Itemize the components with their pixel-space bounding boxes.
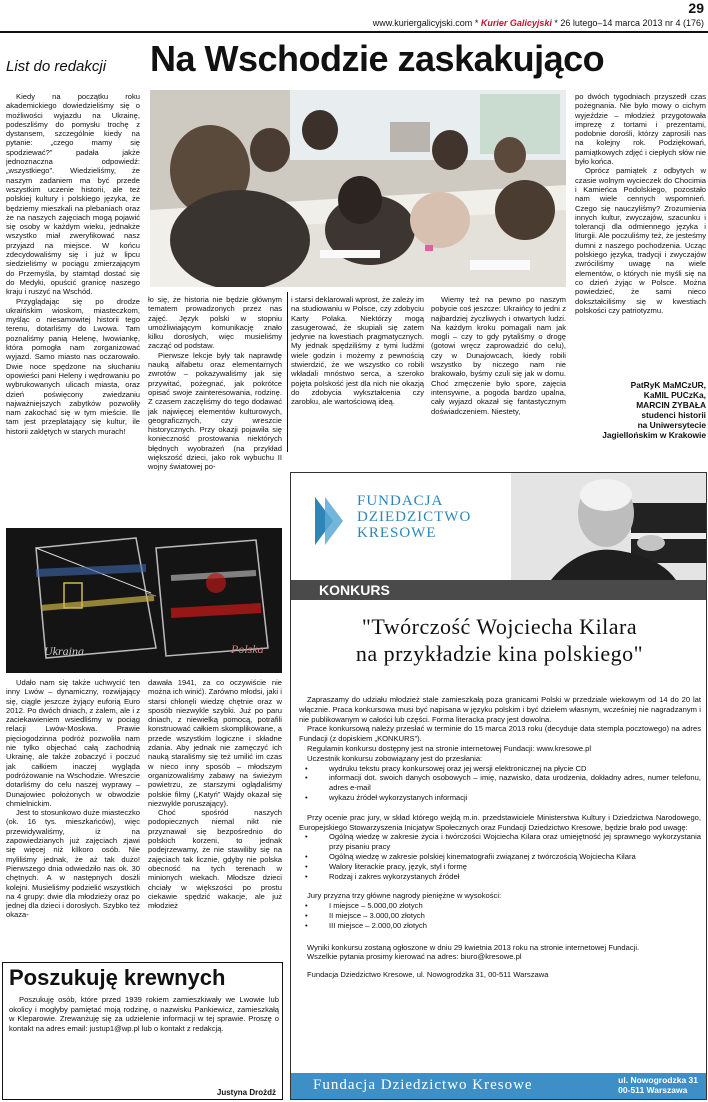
- ad-footer: [291, 1073, 707, 1099]
- paragraph: Przy ocenie prac jury, w skład którego wejdą m.in. przedstawiciele Ministerstwa Kultury i Dziedzictwa Narodowego, Europejskiego Stowarzyszenia Inicjatyw Społecznych oraz Fundacji Dziedzictwo Kresowe, będzie brało pod uwagę:: [299, 812, 701, 832]
- composer-photo: [511, 473, 707, 580]
- bullet-list: [299, 832, 701, 881]
- signature-line: Jagiellońskim w Krakowie: [602, 430, 706, 440]
- signature-line: studenci historii: [641, 410, 706, 420]
- issue-date: 26 lutego–14 marca 2013 nr 4 (176): [560, 18, 704, 28]
- paragraph: Przyglądając się po drodze ukraińskim wioskom, miasteczkom, myśląc o niesamowitej historii tego terenu, dotarliśmy do Lwowa. Tam poznaliśmy panią Helenę, lwowiankę, która pomogła nam zorganizować wyjazd. Samo miasto nas oczarowało. Dwie noce spędzone na słuchaniu opowieści pani Heleny i wędrowaniu po wybrukowanych ulicach miasta, oraz dzień poświęcony zwiedzaniu najważniejszych zabytków pozwoliły nam zakochać się w tym mieście. Ile tam jest przeplatający się kultur, ile historii zaklętych w starych murach!: [6, 296, 140, 436]
- paragraph: Uczestnik konkursu zobowiązany jest do przesłania:: [307, 753, 483, 763]
- list-item: • III miejsce – 2.000,00 złotych: [319, 921, 701, 931]
- notice-text: Poszukuję osób, które przed 1939 rokiem zamieszkiwały we Lwowie lub okolicy i mogłyby pamiętać moją rodzinę, o nazwisku Pankiewicz, zamieszkałą w Kleparowie. Zrewanżuję się za udzielenie informacji w tej sprawie. Proszę o kontakt na adres email: justup1@wp.pl lub o kontakt z redakcją.: [9, 995, 279, 1033]
- column-rule: [287, 292, 288, 452]
- paragraph: Wiemy też na pewno po naszym pobycie coś jeszcze: Ukraińcy to jedni z najbardziej życzliwych i otwartych ludzi. Na każdym kroku pomagali nam jak mogli – czy to gdy pytaliśmy o drogę (gotowi wręcz zaprowadzić do celu), czy w Dunajowcach, kiedy robili wszystko by niczego nam nie brakowało, byśmy czuli się jak w domu. Choć zmęczenie było spore, zajęcia intensywne, a pogoda bardzo upalna, cały wyjazd okazał się fantastycznym doświadczeniem. Niestety,: [431, 295, 566, 416]
- list-item: • Ogólną wiedzę w zakresie życia i twórczości Wojciecha Kilara oraz umiejętność jej sprawnego wykorzystania przy pisaniu pracy: [319, 832, 701, 852]
- footer-address-line: 00-511 Warszawa: [618, 1085, 688, 1095]
- contest-title: [291, 613, 707, 667]
- paragraph: Wyniki konkursu zostaną ogłoszone w dniu 29 kwietnia 2013 roku na stronie internetowej Fundacji.: [307, 942, 640, 952]
- bullet-list: [299, 764, 701, 803]
- footer-address: [618, 1075, 698, 1095]
- contest-advertisement: [290, 472, 707, 1100]
- list-item: • Ogólną wiedzę w zakresie polskiej kinematografii związanej z twórczością Wojciecha Kilara: [319, 852, 701, 862]
- paragraph: Kiedy na początku roku akademickiego dowiedzieliśmy się o możliwości wyjazdu na Ukrainę, podeszliśmy do pomysłu trochę z dystansem, szczególnie kiedy na pytanie: „czego mamy się spodziewać?” padała jakże jednoznaczna odpowiedź: „wszystkiego”. Wiedzieliśmy, że naszym zadaniem ma być przede wszystkim uczenie historii, ale też polskiej kultury i polskiego języka, że będziemy mieszkali na plebaniach oraz że na naszych zajęciach mogą pojawić się osoby w każdym wieku, jednakże wszystko miał zweryfikować nasz przyjazd na miejsce. W końcu zdecydowaliśmy się i już w lipcu siedzieliśmy w pociągu zmierzającym do Przemyśla, by stamtąd dostać się do Medyki, opuścić granicę naszego kraju i ruszyć na Wschód.: [6, 92, 140, 297]
- notice-signature: Justyna Drożdż: [216, 1088, 276, 1097]
- paper-name: Kurier Galicyjski: [480, 18, 552, 28]
- page-number: 29: [688, 0, 704, 16]
- paragraph: Jest to stosunkowo duże miasteczko (ok. 16 tys. mieszkańców), więc przewidywaliśmy, iż na zapowiedzianych już zajęciach zjawi się więcej niż kilkoro osób. Nie myliliśmy jednak, że aż tak dużo! Pierwszego dnia odwiedziło nas ok. 30 chętnych. A w następnych dosżli kolejni. Musieliśmy podzielić wszystkich na 4 grupy: dwie dla młodzieży oraz po jednej dla dzieci i dorosłych. Szybko też okaza-: [6, 808, 140, 920]
- paragraph: Zapraszamy do udziału młodzież stale zamieszkałą poza granicami Polski w przedziale wiekowym od 14 do 20 lat włącznie. Praca konkursowa musi być napisana w języku polskim i być dziełem własnym, wcześniej nie nagradzanym i nie publikowanym w całości lub części. Forma literacka pracy jest dowolna.: [299, 695, 701, 724]
- paragraph: Choć spośród naszych podopiecznych niemal nikt nie przyznawał się bezpośrednio do polskich korzeni, to jednak podejrzewamy, że nie stawiliby się na zajęciach tak licznie, gdyby nie polska obecność na tych terenach w minionych wiekach. Młodsze dzieci chciały w większości po prostu ciekawie spędzić wakacje, ale już młodzież: [148, 808, 282, 911]
- signature-line: KaMIL PUCzKa,: [643, 390, 706, 400]
- contest-strip: [291, 580, 707, 600]
- footer-foundation-name: Fundacja Dziedzictwo Kresowe: [313, 1077, 533, 1093]
- list-item: • Walory literackie pracy, język, styl i formę: [319, 862, 701, 872]
- drawing-label-left: Ukraina: [44, 644, 84, 658]
- paragraph: Regulamin konkursu dostępny jest na stronie internetowej Fundacji: www.kresowe.pl: [307, 743, 592, 753]
- contact-email[interactable]: Wszelkie pytania prosimy kierować na adres: biuro@kresowe.pl: [307, 952, 522, 962]
- notice-title: Poszukuję krewnych: [9, 965, 226, 990]
- bullet-list: [299, 901, 701, 930]
- paragraph: Fundacja Dziedzictwo Kresowe, ul. Nowogrodzka 31, 00-511 Warszawa: [307, 970, 549, 980]
- paragraph: ło się, że historia nie będzie głównym tematem prowadzonych przez nas zajęć. Język polski w stopniu umożliwiającym komunikację znało kilku dorosłych, więc musieliśmy zacząć od podstaw.: [148, 295, 282, 351]
- issue-line: www.kuriergalicyjski.com * Kurier Galicyjski * 26 lutego–14 marca 2013 nr 4 (176): [372, 18, 704, 28]
- article-column-2b: [148, 678, 282, 954]
- drawing-label-right: Polska: [231, 642, 264, 656]
- contest-rules: [299, 695, 701, 980]
- header-rule: [0, 31, 708, 33]
- article-column-2: [148, 295, 282, 525]
- paragraph: po dwóch tygodniach przyszedł czas pożegnania. Nie było mowy o cichym wyjeździe – młodzież przygotowała imprezę z tortami i prezentami, podobnie dorośli, którzy zaprosili nas na kolejny rok. Podziękowań, pamiątkowych zdjęć i ciepłych słów nie było końca.: [575, 92, 706, 167]
- foundation-logo-icon: [311, 491, 353, 551]
- paragraph: Jury przyzna trzy główne nagrody pieniężne w wysokości:: [307, 891, 502, 901]
- paragraph: Oprócz pamiątek z odbytych w czasie wolnym wycieczek do Chocimia i Kamieńca Podolskiego, pozostało nam wiele cennych wspomnień. Czego się nauczyliśmy? Zrozumienia innych kultur, zwyczajów, szacunku i tolerancji dla odmiennego języka i liturgii. Ale poczuliśmy też, że jesteśmy dumni z naszego pochodzenia. Ucząc polskiego języka, tradycji i zwyczajów zwróciliśmy uwagę na wiele elementów, o których nie myśli się na co dzień żyjąc w Polsce. Można powiedzieć, że sami nieco dokształciliśmy się w kwestiach polskości czy patriotyzmu.: [575, 166, 706, 315]
- section-label: List do redakcji: [6, 58, 107, 75]
- article-column-3: [291, 295, 424, 455]
- list-item: • Rodzaj i zakres wykorzystanych źródeł: [319, 872, 701, 882]
- foundation-name-line: FUNDACJA: [357, 493, 444, 509]
- signature-line: na Uniwersytecie: [637, 420, 706, 430]
- contest-title-line: na przykładzie kina polskiego": [355, 641, 644, 666]
- foundation-name-line: KRESOWE: [357, 525, 437, 541]
- signature-line: PatRyK MaMCzUR,: [630, 380, 706, 390]
- list-item: • informacji dot. swoich danych osobowych – imię, nazwisko, data urodzenia, dokładny adres, numer telefonu, adres e-mail: [319, 773, 701, 793]
- classroom-photo: [150, 90, 566, 287]
- foundation-name: [357, 493, 471, 541]
- article-column-5: [575, 92, 706, 382]
- paragraph: dawała 1941, za co oczywiście nie można ich winić). Zarówno młodsi, jaki i starsi chłonęli wiedzę chętnie oraz w sposób niezwykle szybki. Już po paru dniach, z niewielką pomocą, potrafili konstruować całkiem skomplikowane, a przede wszystkim logiczne i składne zdania. Aby jednak nie zamęczyć ich nauką staraliśmy się też umilić im czas w nieco inny sposób – młodszym organizowaliśmy zabawy na świeżym powietrzu, ze starszymi oglądaliśmy polskie filmy („Katyń” Wajdy okazał się niezwykle poruszający).: [148, 678, 282, 808]
- list-item: • wydruku tekstu pracy konkursowej oraz jej wersji elektronicznej na płycie CD: [319, 764, 701, 774]
- article-column-1: [6, 92, 140, 526]
- paragraph: Pierwsze lekcje były tak naprawdę nauką alfabetu oraz elementarnych zwrotów – pokazywaliśmy jak się przywitać, pożegnać, jak pokrótce opisać swoje zainteresowania, rodzinę. Z czasem zaczęliśmy do tego dodawać jak najwięcej elementów kulturowych, geograficznych, czy wreszcie historycznych. Przy okazji pojawiła się konieczność prostowania niektórych błędnych wyobrażeń (na przykład większość dzieci, jako rok wybuchu II wojny światowej po-: [148, 350, 282, 472]
- article-signature: [575, 380, 706, 440]
- list-item: • II miejsce – 3.000,00 złotych: [319, 911, 701, 921]
- notice-box: [2, 962, 283, 1100]
- footer-address-line: ul. Nowogrodzka 31: [618, 1075, 698, 1085]
- site-url[interactable]: www.kuriergalicyjski.com: [372, 18, 473, 28]
- contest-label: KONKURS: [319, 582, 390, 598]
- contest-title-line: "Twórczość Wojciecha Kilara: [361, 614, 638, 639]
- article-column-1b: [6, 678, 140, 954]
- paragraph: Udało nam się także uchwycić ten inny Lwów – dynamiczny, rozwijający się, ciągle jeszcze żyjący euforią Euro 2012. Po dwóch dniach, z żalem, ale i z zaciekawieniem wsiedliśmy w pociąg relacji Lwów-Moskwa. Prawie pięciogodzinna podróż pozwoliła nam nie tylko objechać całą zachodnią Ukrainę, ale także zobaczyć i poczuć jak całkiem inaczej wygląda podróżowanie na Wschodzie. Wreszcie dotarliśmy do celu naszej wyprawy – Dunajowiec położonych w obwodzie chmielnickim.: [6, 678, 140, 808]
- foundation-name-line: DZIEDZICTWO: [357, 509, 472, 525]
- paragraph: Prace konkursową należy przesłać w terminie do 15 marca 2013 roku (decyduje data stempla pocztowego) na adres Fundacji (z dopiskiem „KONKURS”).: [299, 724, 701, 744]
- paragraph: i starsi deklarowali wprost, że zależy im na studiowaniu w Polsce, czy zdobyciu Karty Polaka. Niektórzy mogą zasugerować, że skupiali się zatem jedynie na kwestiach pragmatycznych. My jednak spędziliśmy z tymi ludźmi wiele godzin i możemy z pewnością stwierdzić, że we wszystko co robili wkładali mnóstwo serca, a szeroko pojęta polskość jest dla nich nie okazją do zdobycia wykształcenia czy zarobku, ale wartościową ideą.: [291, 295, 424, 407]
- flags-drawing: [6, 528, 282, 673]
- article-headline: Na Wschodzie zaskakująco: [150, 38, 605, 79]
- list-item: • wykazu źródeł wykorzystanych informacji: [319, 793, 701, 803]
- signature-line: MARCIN ZYBAŁA: [636, 400, 706, 410]
- list-item: • I miejsce – 5.000,00 złotych: [319, 901, 701, 911]
- article-column-4: [431, 295, 566, 455]
